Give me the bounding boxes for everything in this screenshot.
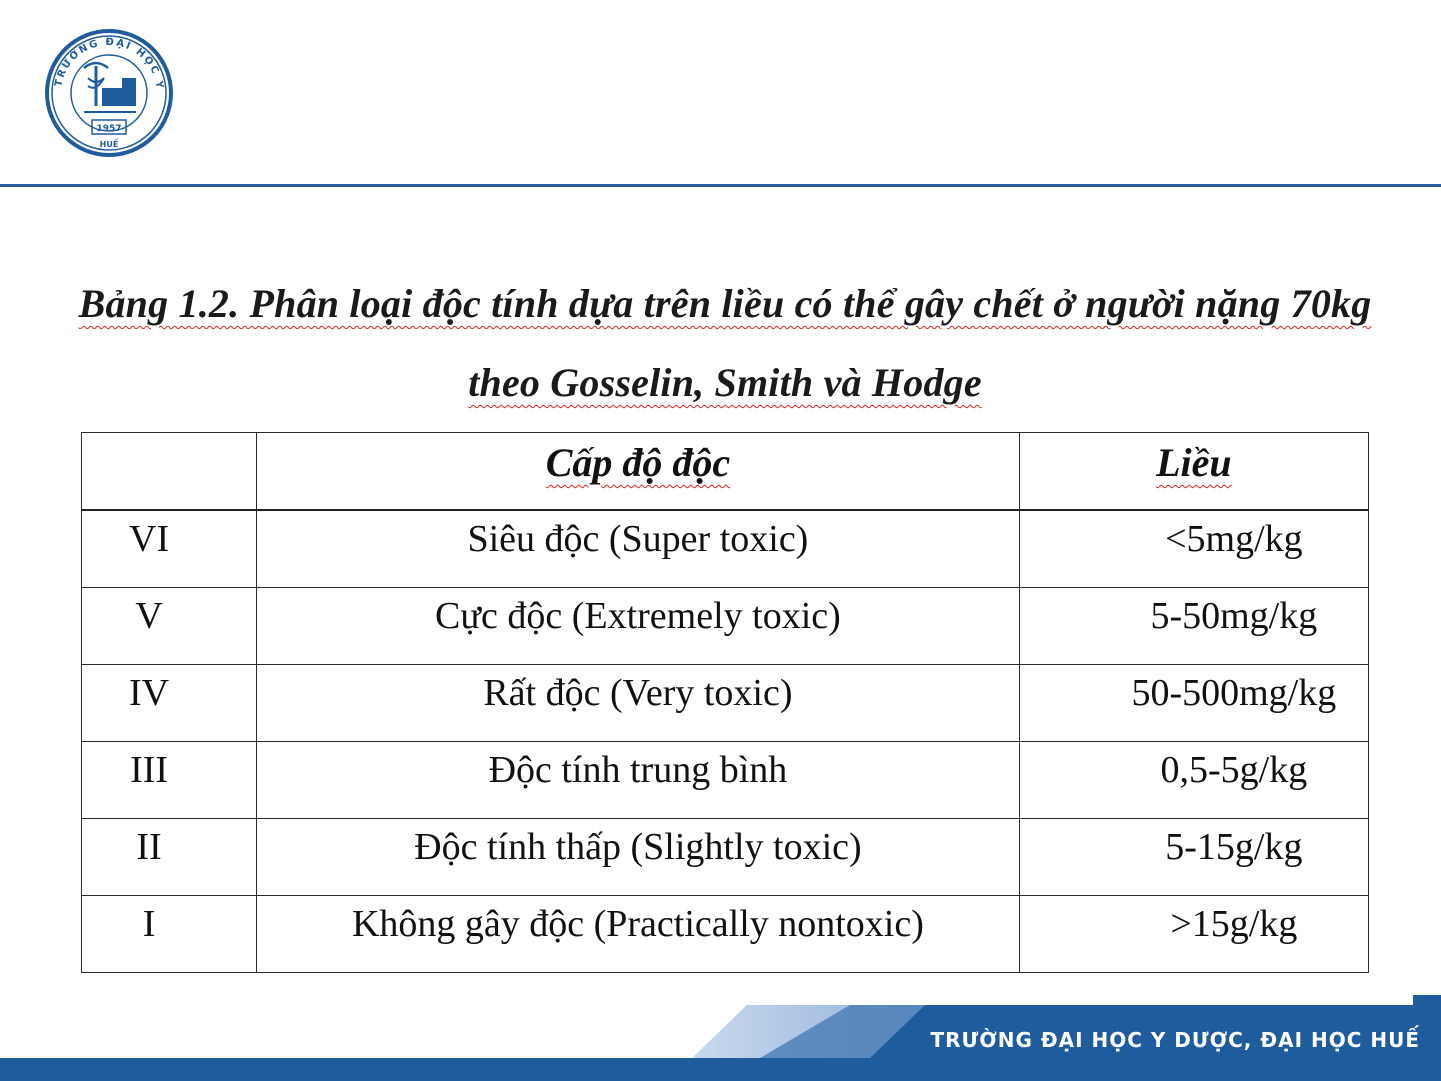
table-caption-line-2: theo Gosselin, Smith và Hodge <box>468 360 982 405</box>
cell-level: IV <box>82 665 257 742</box>
svg-text:HUẾ: HUẾ <box>99 140 119 149</box>
cell-dose: 50-500mg/kg <box>1019 665 1368 742</box>
table-row <box>82 896 1369 973</box>
toxicity-classification-table <box>81 432 1369 973</box>
cell-dose: 5-50mg/kg <box>1019 588 1368 665</box>
cell-level: II <box>82 819 257 896</box>
cell-category: Rất độc (Very toxic) <box>257 665 1020 742</box>
table-row <box>82 510 1369 588</box>
university-seal-icon <box>44 28 174 158</box>
header-dose: Liều <box>1019 433 1368 511</box>
footer-university-name: TRƯỜNG ĐẠI HỌC Y DƯỢC, ĐẠI HỌC HUẾ <box>930 1028 1420 1052</box>
cell-category: Độc tính trung bình <box>257 742 1020 819</box>
cell-dose: 0,5-5g/kg <box>1019 742 1368 819</box>
cell-category: Siêu độc (Super toxic) <box>257 510 1020 588</box>
cell-category: Không gây độc (Practically nontoxic) <box>257 896 1020 973</box>
table-row <box>82 665 1369 742</box>
cell-level: V <box>82 588 257 665</box>
table-row <box>82 819 1369 896</box>
header-divider <box>0 184 1441 187</box>
cell-dose: <5mg/kg <box>1019 510 1368 588</box>
cell-category: Độc tính thấp (Slightly toxic) <box>257 819 1020 896</box>
footer-tab <box>1413 995 1441 1007</box>
table-header-row <box>82 433 1369 511</box>
cell-level: VI <box>82 510 257 588</box>
cell-level: I <box>82 896 257 973</box>
cell-dose: >15g/kg <box>1019 896 1368 973</box>
university-logo <box>44 28 174 158</box>
svg-text:1957: 1957 <box>96 124 122 134</box>
table-row <box>82 588 1369 665</box>
cell-category: Cực độc (Extremely toxic) <box>257 588 1020 665</box>
cell-level: III <box>82 742 257 819</box>
table-caption-line-1: Bảng 1.2. Phân loại độc tính dựa trên liều có thể gây chết ở người nặng 70kg <box>78 281 1372 326</box>
svg-text:TRƯỜNG ĐẠI HỌC Y DƯỢC: TRƯỜNG ĐẠI HỌC Y <box>53 36 166 91</box>
header-level <box>82 433 257 511</box>
header-toxicity-class: Cấp độ độc <box>257 433 1020 511</box>
table-row <box>82 742 1369 819</box>
cell-dose: 5-15g/kg <box>1019 819 1368 896</box>
footer-strip <box>0 1058 1441 1081</box>
